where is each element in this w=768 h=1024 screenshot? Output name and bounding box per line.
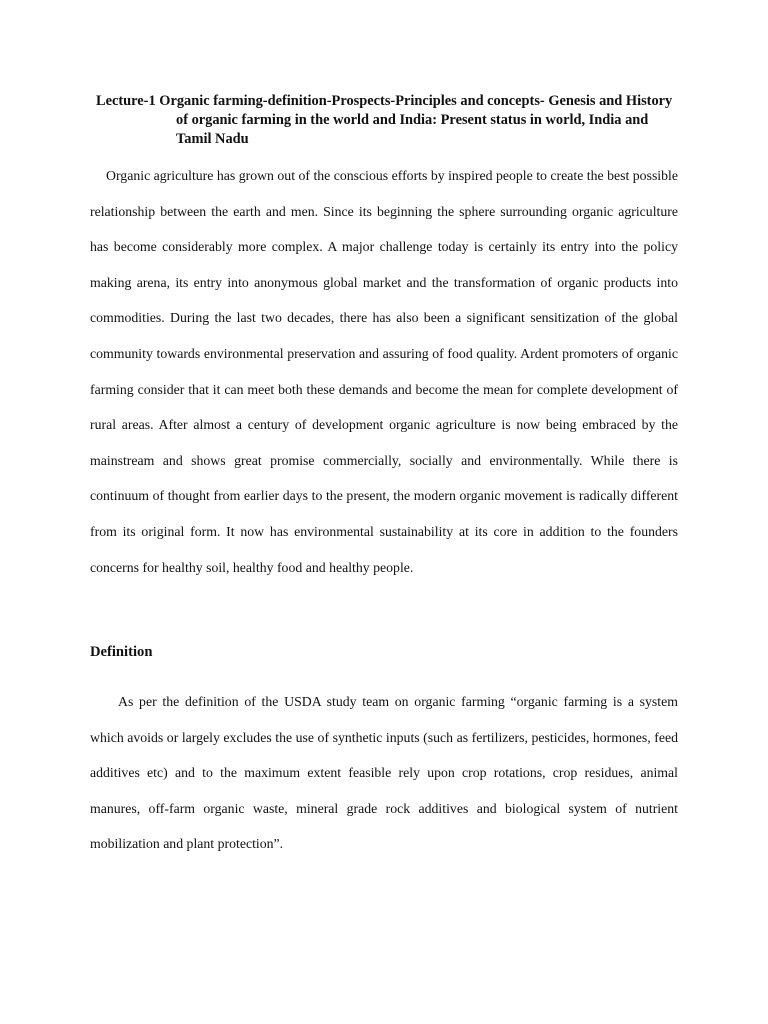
title-line-2: of organic farming in the world and India: Present status in world, India and (176, 112, 649, 128)
intro-paragraph: Organic agriculture has grown out of the conscious efforts by inspired people to create the best possible relationship between the earth and men. Since its beginning the sphere surrounding organic agriculture has become considerably more complex. A major challenge today is certainly its entry into the policy making arena, its entry into anonymous global market and the transformation of organic products into commodities. During the last two decades, there has also been a significant sensitization of the global community towards environmental preservation and assuring of food quality. Ardent promoters of organic farming consider that it can meet both these demands and become the mean for complete development of rural areas. After almost a century of development organic agriculture is now being embraced by the mainstream and shows great promise commercially, socially and environmentally. While there is continuum of thought from earlier days to the present, the modern organic movement is radically different from its original form. It now has environmental sustainability at its core in addition to the founders concerns for healthy soil, healthy food and healthy people. (90, 168, 678, 575)
document-title (96, 92, 708, 149)
title-line-3: Tamil Nadu (176, 131, 249, 147)
definition-paragraph: As per the definition of the USDA study team on organic farming “organic farming is a system which avoids or largely excludes the use of synthetic inputs (such as fertilizers, pesticides, hormones, feed additives etc) and to the maximum extent feasible rely upon crop rotations, crop residues, animal manures, off-farm organic waste, mineral grade rock additives and biological system of nutrient mobilization and plant protection”. (90, 694, 678, 852)
definition-heading: Definition (90, 644, 153, 660)
title-line-1: Lecture-1 Organic farming-definition-Prospects-Principles and concepts- Genesis and History (96, 93, 673, 109)
